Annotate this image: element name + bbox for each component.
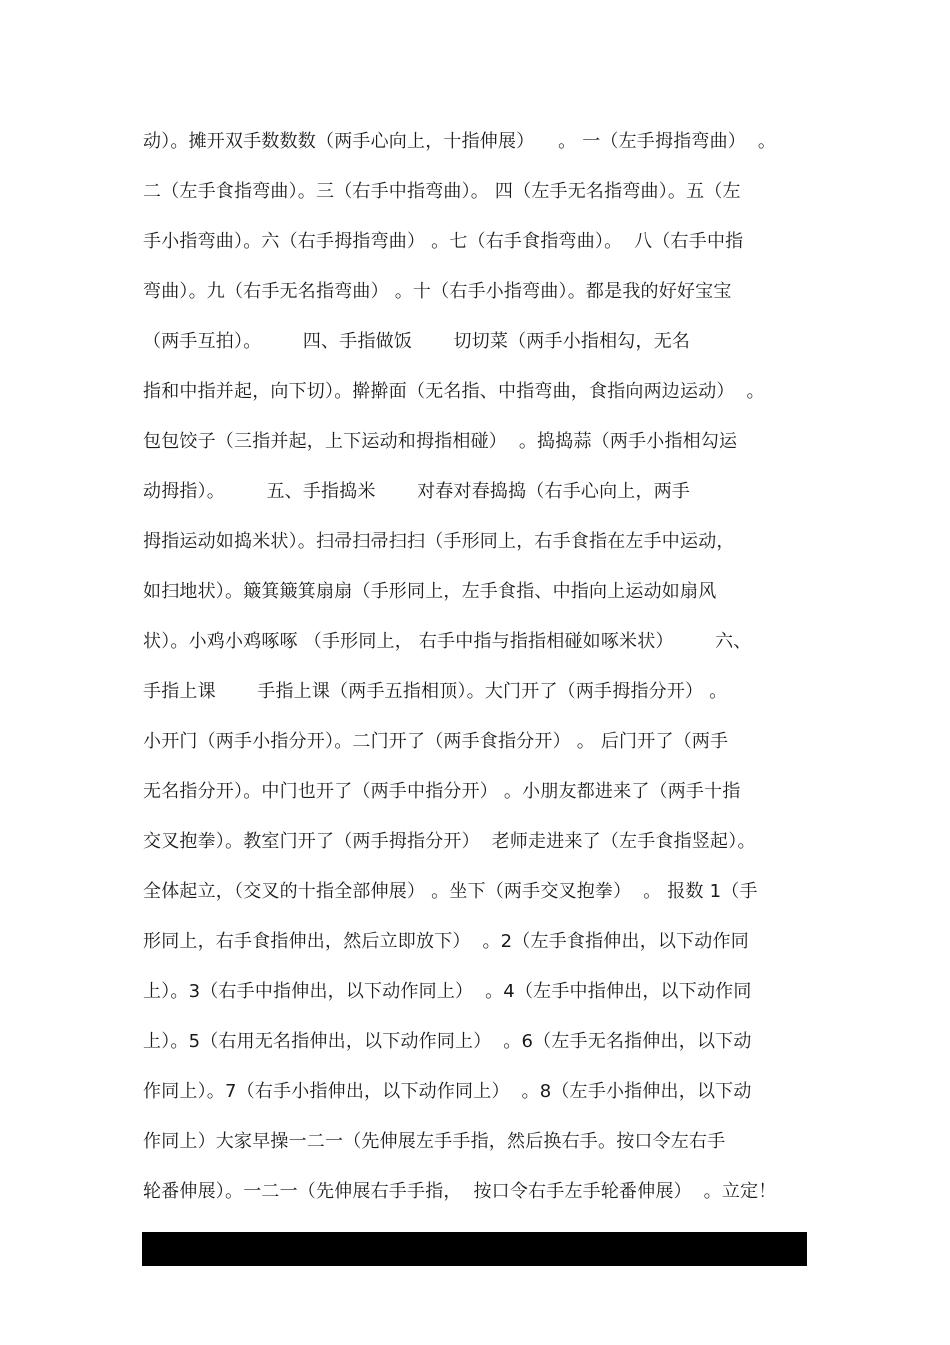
text-line: 手小指弯曲）。六（右手拇指弯曲） 。七（右手食指弯曲）。 八（右手中指 [143, 231, 744, 252]
text-line: 上）。3（右手中指伸出，以下动作同上） 。4（左手中指伸出，以下动作同 [143, 981, 752, 1002]
text-line: 动拇指）。 五、手指捣米 对春对春捣捣（右手心向上，两手 [143, 481, 691, 502]
text-line: 动）。摊开双手数数数（两手心向上，十指伸展） 。 一（左手拇指弯曲） 。 [143, 131, 777, 152]
text-line: 如扫地状）。簸箕簸箕扇扇（手形同上，左手食指、中指向上运动如扇风 [143, 581, 717, 602]
text-line: 包包饺子（三指并起，上下运动和拇指相碰） 。捣捣蒜（两手小指相勾运 [143, 431, 738, 452]
text-line: 二（左手食指弯曲）。三（右手中指弯曲）。 四（左手无名指弯曲）。五（左 [143, 181, 741, 202]
text-line: 形同上，右手食指伸出，然后立即放下） 。2（左手食指伸出，以下动作同 [143, 931, 749, 952]
text-line: 作同上）大家早操一二一（先伸展左手手指，然后换右手。按口令左右手 [143, 1131, 726, 1152]
text-line: 上）。5（右用无名指伸出，以下动作同上） 。6（左手无名指伸出，以下动 [143, 1031, 752, 1052]
text-line: 手指上课 手指上课（两手五指相顶）。大门开了（两手拇指分开） 。 [143, 681, 728, 702]
text-line: （两手互拍）。 四、手指做饭 切切菜（两手小指相勾，无名 [143, 331, 691, 352]
text-line: 小开门（两手小指分开）。二门开了（两手食指分开） 。 后门开了（两手 [143, 731, 729, 752]
text-line: 拇指运动如捣米状）。扫帚扫帚扫扫（手形同上，右手食指在左手中运动， [143, 531, 735, 552]
text-line: 交叉抱拳）。教室门开了（两手拇指分开） 老师走进来了（左手食指竖起）。 [143, 831, 756, 852]
footer-black-bar [142, 1232, 807, 1266]
text-line: 无名指分开）。中门也开了（两手中指分开） 。小朋友都进来了（两手十指 [143, 781, 741, 802]
text-line: 状）。小鸡小鸡啄啄 （手形同上， 右手中指与指指相碰如啄米状） 六、 [143, 631, 752, 652]
text-line: 轮番伸展）。一二一（先伸展右手手指， 按口令右手左手轮番伸展） 。立定！ [143, 1181, 777, 1202]
text-line: 指和中指并起，向下切）。擀擀面（无名指、中指弯曲，食指向两边运动） 。 [143, 381, 765, 402]
text-line: 全体起立，（交叉的十指全部伸展） 。坐下（两手交叉抱拳） 。 报数 1（手 [143, 881, 758, 902]
text-line: 作同上）。7（右手小指伸出，以下动作同上） 。8（左手小指伸出，以下动 [143, 1081, 752, 1102]
text-line: 弯曲）。九（右手无名指弯曲） 。十（右手小指弯曲）。都是我的好好宝宝 [143, 281, 732, 302]
